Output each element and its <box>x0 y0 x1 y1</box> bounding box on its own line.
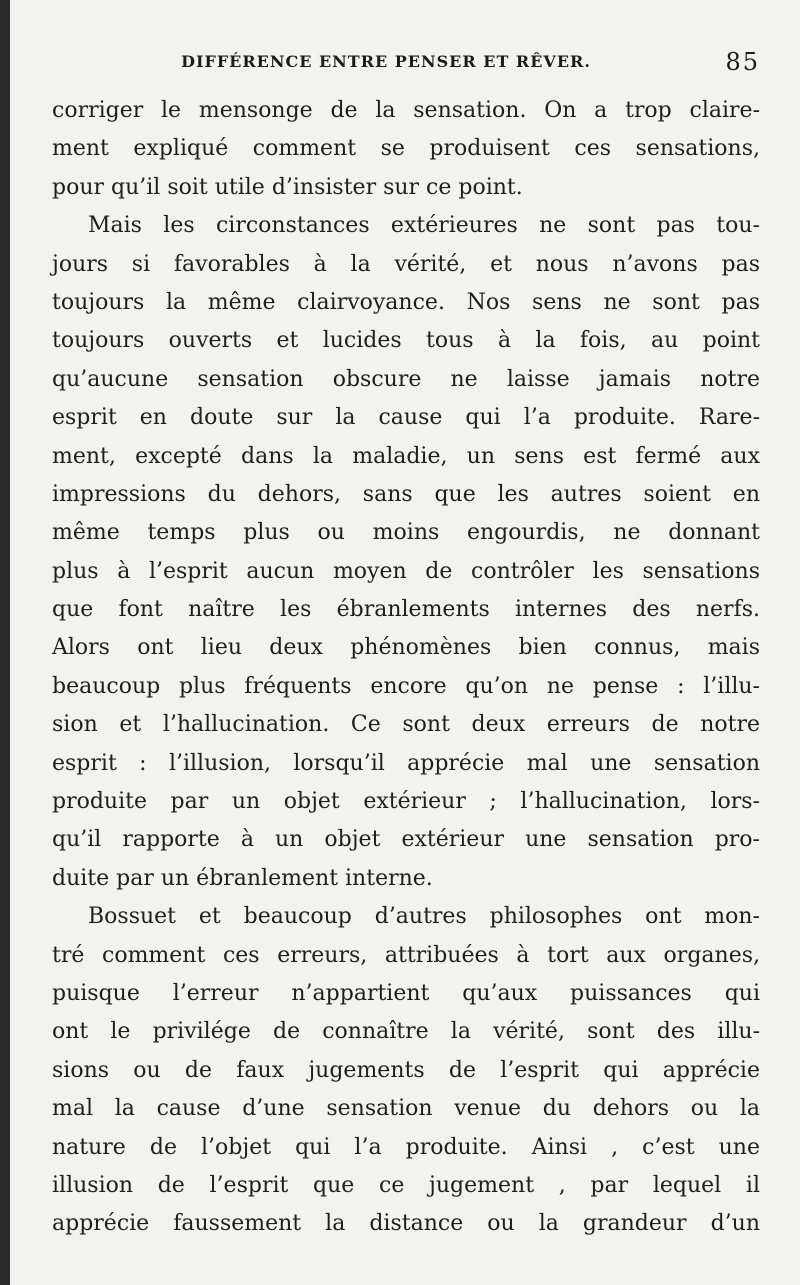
text-line: esprit en doute sur la cause qui l’a produite. Rare- <box>52 405 760 431</box>
text-line: beaucoup plus fréquents encore qu’on ne pense : l’illu- <box>52 673 760 699</box>
paragraph <box>52 92 760 207</box>
text-line: Alors ont lieu deux phénomènes bien connus, mais <box>52 635 760 661</box>
text-line: puisque l’erreur n’appartient qu’aux puissances qui <box>52 980 760 1006</box>
text-line: que font naître les ébranlements internes des nerfs. <box>52 597 760 623</box>
text-line: esprit : l’illusion, lorsqu’il apprécie mal une sensation <box>52 750 760 776</box>
text-line: plus à l’esprit aucun moyen de contrôler les sensations <box>52 558 760 584</box>
text-line: apprécie faussement la distance ou la grandeur d’un <box>52 1211 760 1237</box>
text-line: illusion de l’esprit que ce jugement , par lequel il <box>52 1172 760 1198</box>
text-line: ont le privilége de connaître la vérité, sont des illu- <box>52 1019 760 1045</box>
paragraph <box>52 898 760 1244</box>
text-line: mal la cause d’une sensation venue du dehors ou la <box>52 1096 760 1122</box>
text-line: pour qu’il soit utile d’insister sur ce point. <box>52 174 523 200</box>
text-line: Mais les circonstances extérieures ne sont pas tou- <box>88 213 760 239</box>
text-line: même temps plus ou moins engourdis, ne donnant <box>52 520 760 546</box>
text-line: produite par un objet extérieur ; l’hallucination, lors- <box>52 789 760 815</box>
text-line: toujours la même clairvoyance. Nos sens ne sont pas <box>52 289 760 315</box>
text-line: impressions du dehors, sans que les autres soient en <box>52 481 760 507</box>
text-line: jours si favorables à la vérité, et nous n’avons pas <box>52 251 760 277</box>
text-line: nature de l’objet qui l’a produite. Ainsi , c’est une <box>52 1134 760 1160</box>
text-line: tré comment ces erreurs, attribuées à tort aux organes, <box>52 942 760 968</box>
running-title: DIFFÉRENCE ENTRE PENSER ET RÊVER. <box>181 52 591 71</box>
text-line: ment, excepté dans la maladie, un sens est fermé aux <box>52 443 760 469</box>
text-line: sion et l’hallucination. Ce sont deux erreurs de notre <box>52 712 760 738</box>
text-line: duite par un ébranlement interne. <box>52 865 433 891</box>
text-line: sions ou de faux jugements de l’esprit qui apprécie <box>52 1057 760 1083</box>
text-line: qu’aucune sensation obscure ne laisse jamais notre <box>52 366 760 392</box>
text-line: ment expliqué comment se produisent ces sensations, <box>52 136 760 162</box>
text-line: toujours ouverts et lucides tous à la fois, au point <box>52 328 760 354</box>
text-line: Bossuet et beaucoup d’autres philosophes ont mon- <box>88 904 760 930</box>
text-line: qu’il rapporte à un objet extérieur une sensation pro- <box>52 827 760 853</box>
text-line: corriger le mensonge de la sensation. On a trop claire- <box>52 98 760 123</box>
body-text <box>52 92 760 1244</box>
paragraph <box>52 207 760 898</box>
running-header <box>52 48 760 82</box>
page-number: 85 <box>725 48 760 76</box>
